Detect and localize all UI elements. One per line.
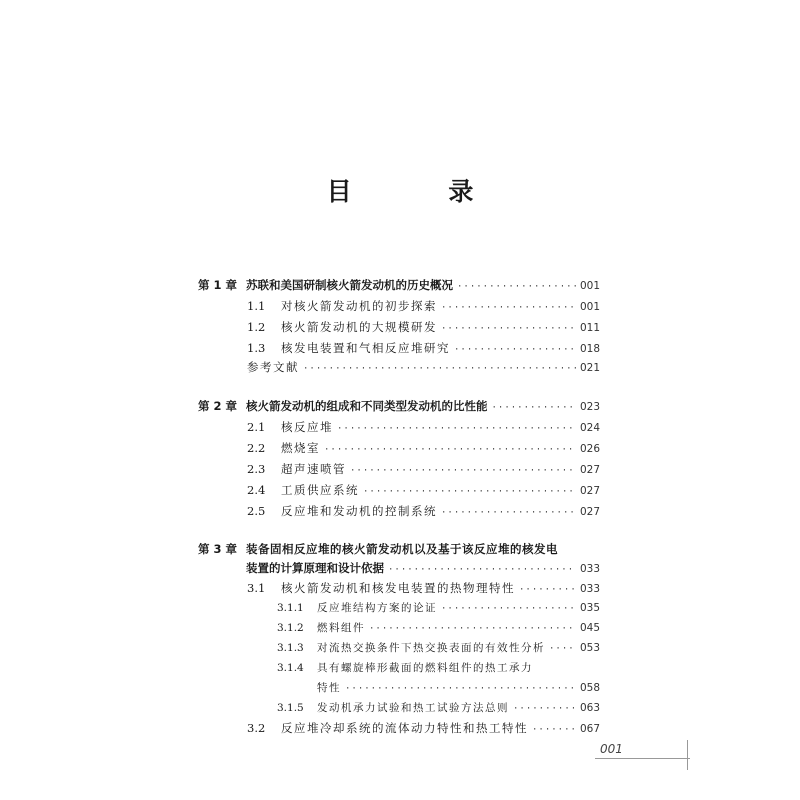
toc-label: 第 3 章 bbox=[198, 542, 238, 556]
page-number: 001 bbox=[600, 742, 623, 756]
toc-label: 2.1 bbox=[247, 420, 266, 434]
toc-entry-1-3[interactable] bbox=[247, 340, 600, 356]
toc-label: 1.2 bbox=[247, 320, 266, 334]
dot-leader bbox=[363, 487, 576, 497]
toc-entry-3-1-2[interactable] bbox=[277, 620, 600, 635]
toc-page: 024 bbox=[579, 422, 600, 434]
toc-entry-chapter-3[interactable] bbox=[198, 541, 600, 557]
dot-leader bbox=[303, 364, 576, 374]
dot-leader bbox=[454, 345, 576, 355]
toc-label: 2.2 bbox=[247, 441, 266, 455]
toc-text: 装置的计算原理和设计依据 bbox=[246, 561, 384, 575]
toc-label: 2.4 bbox=[247, 483, 266, 497]
dot-leader bbox=[441, 508, 576, 518]
toc-label: 3.2 bbox=[247, 721, 266, 735]
toc-label: 第 1 章 bbox=[198, 278, 238, 292]
toc-page: 027 bbox=[579, 506, 600, 518]
toc-entry-3-1[interactable] bbox=[247, 580, 600, 596]
toc-page: 001 bbox=[579, 280, 600, 292]
dot-leader bbox=[441, 604, 576, 614]
toc-text: 对核火箭发动机的初步探索 bbox=[281, 299, 437, 313]
dot-leader bbox=[519, 585, 576, 595]
toc-text: 发动机承力试验和热工试验方法总则 bbox=[317, 702, 509, 714]
toc-text: 超声速喷管 bbox=[281, 462, 346, 476]
toc-text: 核火箭发动机的组成和不同类型发动机的比性能 bbox=[246, 399, 488, 413]
toc-text: 参考文献 bbox=[247, 360, 299, 374]
toc-page: 058 bbox=[579, 682, 600, 694]
toc-page: 027 bbox=[579, 485, 600, 497]
toc-entry-3-1-4-cont[interactable] bbox=[317, 680, 600, 695]
toc-page: 067 bbox=[579, 723, 600, 735]
toc-label: 1.3 bbox=[247, 341, 266, 355]
toc-page: 011 bbox=[579, 322, 600, 334]
toc-entry-chapter-2[interactable] bbox=[198, 398, 600, 414]
toc-text: 核反应堆 bbox=[281, 420, 333, 434]
dot-leader bbox=[350, 466, 576, 476]
toc-page: 021 bbox=[579, 362, 600, 374]
dot-leader bbox=[441, 303, 576, 313]
toc-text: 反应堆冷却系统的流体动力特性和热工特性 bbox=[281, 721, 528, 735]
footer-vertical-rule bbox=[687, 740, 688, 770]
toc-label: 2.3 bbox=[247, 462, 266, 476]
toc-text: 具有螺旋棒形截面的燃料组件的热工承力 bbox=[317, 662, 533, 674]
footer-rule bbox=[595, 758, 690, 759]
toc-entry-3-1-1[interactable] bbox=[277, 600, 600, 615]
toc-text: 工质供应系统 bbox=[281, 483, 359, 497]
toc-label: 1.1 bbox=[247, 299, 266, 313]
toc-entry-2-4[interactable] bbox=[247, 482, 600, 498]
toc-label: 3.1.2 bbox=[277, 622, 304, 634]
toc-text: 装备固相反应堆的核火箭发动机以及基于该反应堆的核发电 bbox=[246, 542, 558, 556]
dot-leader bbox=[324, 445, 576, 455]
dot-leader bbox=[388, 565, 576, 575]
dot-leader bbox=[532, 725, 576, 735]
dot-leader bbox=[441, 324, 576, 334]
toc-text: 燃烧室 bbox=[281, 441, 320, 455]
toc-text: 反应堆结构方案的论证 bbox=[317, 602, 437, 614]
toc-text: 对流热交换条件下热交换表面的有效性分析 bbox=[317, 642, 545, 654]
toc-text: 反应堆和发动机的控制系统 bbox=[281, 504, 437, 518]
dot-leader bbox=[337, 424, 576, 434]
toc-page: 035 bbox=[579, 602, 600, 614]
toc-entry-chapter-3-cont[interactable] bbox=[246, 560, 600, 576]
toc-label: 3.1 bbox=[247, 581, 266, 595]
toc-label: 3.1.1 bbox=[277, 602, 304, 614]
toc-entry-references[interactable] bbox=[247, 359, 600, 375]
toc-text: 核发电装置和气相反应堆研究 bbox=[281, 341, 450, 355]
toc-entry-chapter-1[interactable] bbox=[198, 277, 600, 293]
toc-entry-1-2[interactable] bbox=[247, 319, 600, 335]
toc-entry-2-5[interactable] bbox=[247, 503, 600, 519]
toc-page: 001 bbox=[579, 301, 600, 313]
toc-text: 特性 bbox=[317, 682, 341, 694]
toc-label: 2.5 bbox=[247, 504, 266, 518]
toc-entry-2-3[interactable] bbox=[247, 461, 600, 477]
toc-page: 053 bbox=[579, 642, 600, 654]
toc-text: 核火箭发动机的大规模研发 bbox=[281, 320, 437, 334]
toc-page: 045 bbox=[579, 622, 600, 634]
toc-page: 018 bbox=[579, 343, 600, 355]
toc-page: 023 bbox=[579, 401, 600, 413]
toc-page: 027 bbox=[579, 464, 600, 476]
toc-page: 033 bbox=[579, 583, 600, 595]
dot-leader bbox=[513, 704, 576, 714]
toc-entry-2-2[interactable] bbox=[247, 440, 600, 456]
dot-leader bbox=[457, 282, 576, 292]
toc-text: 核火箭发动机和核发电装置的热物理特性 bbox=[281, 581, 515, 595]
toc-page: 063 bbox=[579, 702, 600, 714]
dot-leader bbox=[549, 644, 576, 654]
dot-leader bbox=[492, 403, 576, 413]
toc-text: 苏联和美国研制核火箭发动机的历史概况 bbox=[246, 278, 453, 292]
toc-page: 026 bbox=[579, 443, 600, 455]
toc-label: 3.1.4 bbox=[277, 662, 304, 674]
toc-entry-3-1-3[interactable] bbox=[277, 640, 600, 655]
toc-entry-3-1-4[interactable] bbox=[277, 660, 600, 675]
toc-entry-2-1[interactable] bbox=[247, 419, 600, 435]
toc-label: 第 2 章 bbox=[198, 399, 238, 413]
dot-leader bbox=[345, 684, 576, 694]
toc-entry-3-1-5[interactable] bbox=[277, 700, 600, 715]
dot-leader bbox=[369, 624, 576, 634]
toc-entry-1-1[interactable] bbox=[247, 298, 600, 314]
toc-entry-3-2[interactable] bbox=[247, 720, 600, 736]
toc-text: 燃料组件 bbox=[317, 622, 365, 634]
toc-label: 3.1.5 bbox=[277, 702, 304, 714]
toc-page: 033 bbox=[579, 563, 600, 575]
toc-label: 3.1.3 bbox=[277, 642, 304, 654]
page-title: 目 录 bbox=[326, 177, 518, 206]
